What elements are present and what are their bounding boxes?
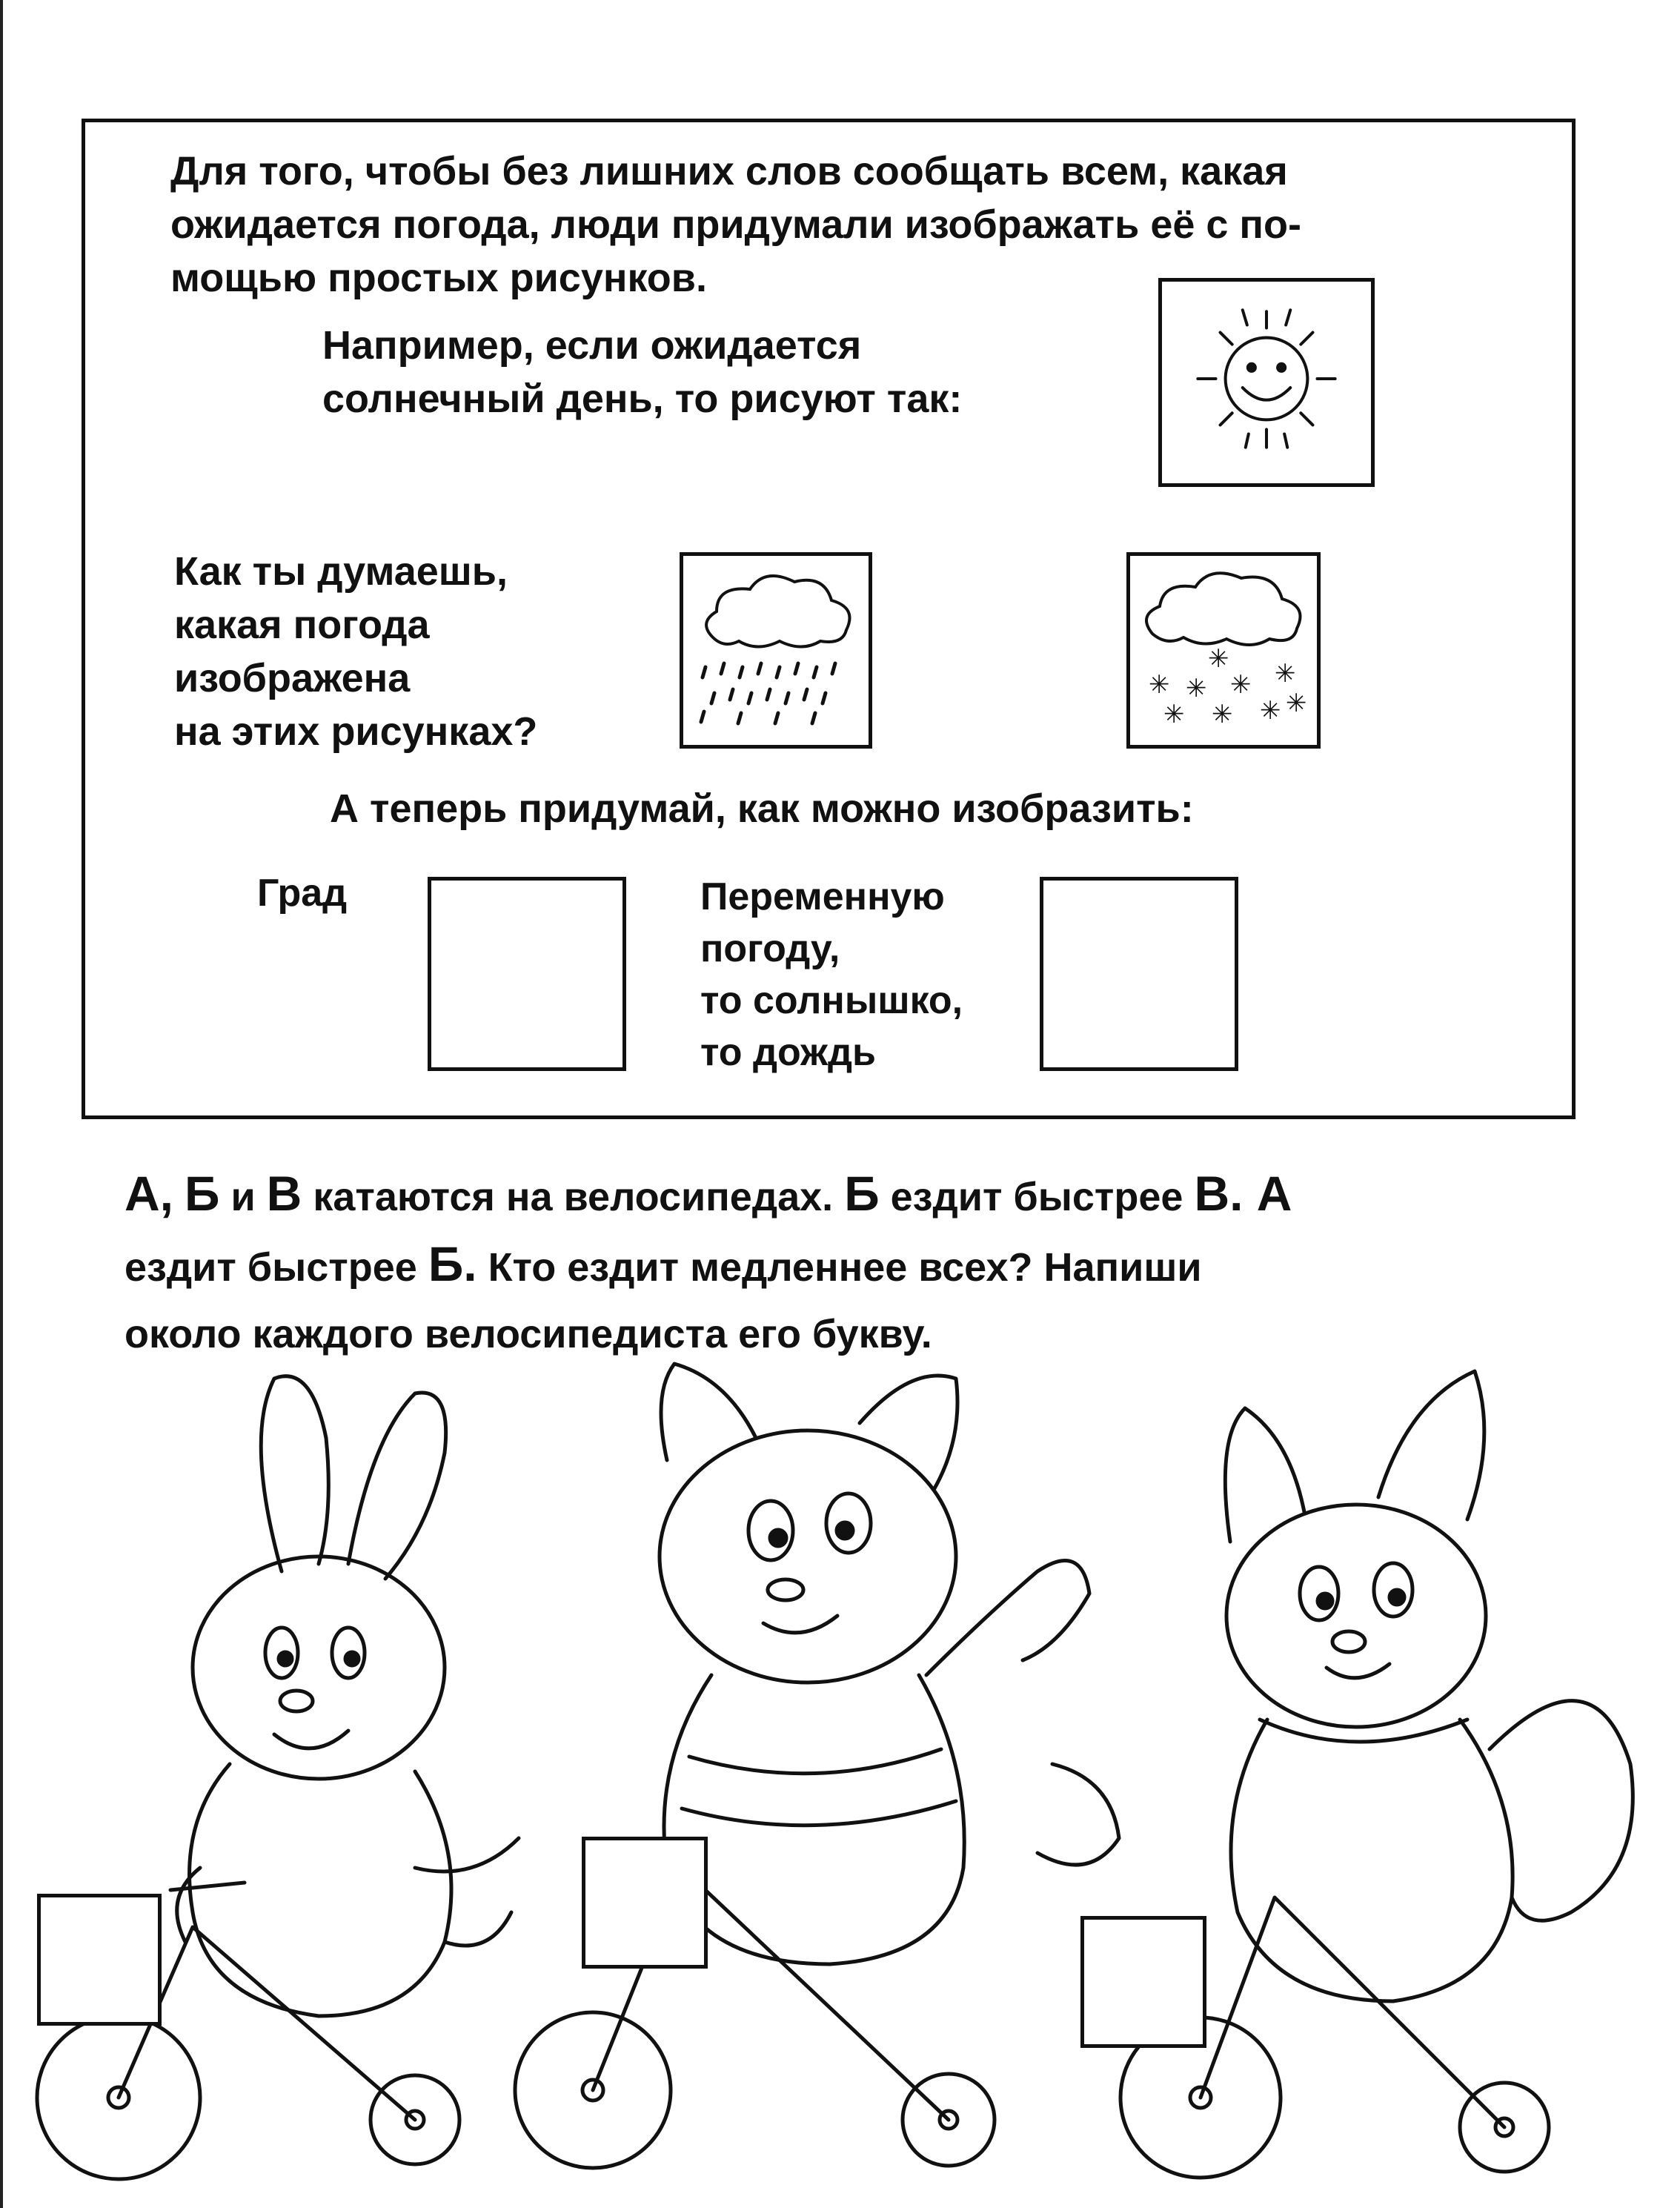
svg-text:✳: ✳ (1260, 696, 1281, 726)
riddle-line-3: около каждого велосипедиста его букву. (124, 1312, 932, 1356)
intro-line: Для того, чтобы без лишних слов сообщать всем, какая (170, 149, 1288, 193)
bunny-answer-box[interactable] (37, 1894, 162, 2026)
svg-text:✳: ✳ (1208, 644, 1229, 674)
riddle-line-1 (124, 1160, 1533, 1230)
hail-answer-box[interactable] (428, 877, 626, 1071)
letter-a: А, (124, 1166, 173, 1221)
raccoon-cyclist (515, 1364, 1119, 2168)
rain-cloud-icon (683, 556, 869, 745)
svg-text:✳: ✳ (1212, 700, 1233, 729)
letter-v: В. (1194, 1166, 1244, 1221)
weather-task-frame (82, 119, 1576, 1119)
snow-cloud-icon (1130, 556, 1317, 745)
example-text (322, 319, 962, 425)
variable-line: погоду, (700, 927, 840, 970)
letter-b: Б. (428, 1236, 477, 1291)
bunny-cyclist (37, 1376, 519, 2179)
svg-text:✳: ✳ (1186, 674, 1207, 703)
riddle-text: ездит быстрее (124, 1245, 428, 1290)
cyclists-drawing (0, 1349, 1680, 2208)
svg-text:✳: ✳ (1230, 670, 1252, 700)
invent-instruction: А теперь придумай, как можно изобразить: (330, 786, 1194, 831)
question-line: Как ты думаешь, (174, 549, 508, 594)
letter-v: В (266, 1166, 302, 1221)
svg-text:✳: ✳ (1286, 689, 1307, 718)
riddle-line-2 (124, 1230, 1533, 1301)
squirrel-answer-box[interactable] (1080, 1916, 1206, 2048)
cyclist-riddle (124, 1160, 1533, 1367)
riddle-text: катаются на велосипедах. (302, 1175, 845, 1219)
variable-weather-answer-box[interactable] (1040, 877, 1238, 1071)
letter-b: Б (844, 1166, 880, 1221)
rain-picture (680, 552, 872, 749)
intro-line: ожидается погода, люди придумали изображать её с по- (170, 202, 1302, 247)
question-line: на этих рисунках? (174, 709, 538, 754)
variable-line: то солнышко, (700, 979, 963, 1022)
variable-line: Переменную (700, 875, 945, 918)
letter-b: Б (185, 1166, 220, 1221)
example-line: солнечный день, то рисуют так: (322, 377, 963, 421)
question-text (174, 545, 537, 758)
question-line: какая погода (174, 603, 430, 647)
riddle-text: ездит быстрее (879, 1175, 1195, 1219)
letter-a: А (1243, 1166, 1292, 1221)
riddle-and: и (219, 1175, 267, 1219)
sun-picture (1158, 278, 1375, 487)
intro-text (170, 145, 1301, 305)
hail-label: Град (257, 872, 348, 915)
variable-weather-label (700, 871, 963, 1078)
svg-text:✳: ✳ (1163, 700, 1185, 729)
raccoon-answer-box[interactable] (582, 1837, 708, 1969)
cyclists-illustration (0, 1349, 1680, 2208)
variable-line: то дождь (700, 1031, 876, 1074)
snow-picture (1126, 552, 1321, 749)
sun-icon (1162, 282, 1371, 483)
squirrel-cyclist (1120, 1371, 1633, 2178)
svg-text:✳: ✳ (1149, 670, 1170, 700)
question-line: изображена (174, 656, 411, 700)
riddle-text: Кто ездит медленнее всех? Напиши (477, 1245, 1202, 1290)
example-line: Например, если ожидается (322, 323, 862, 368)
svg-text:✳: ✳ (1275, 659, 1296, 689)
intro-line: мощью простых рисунков. (170, 256, 707, 300)
